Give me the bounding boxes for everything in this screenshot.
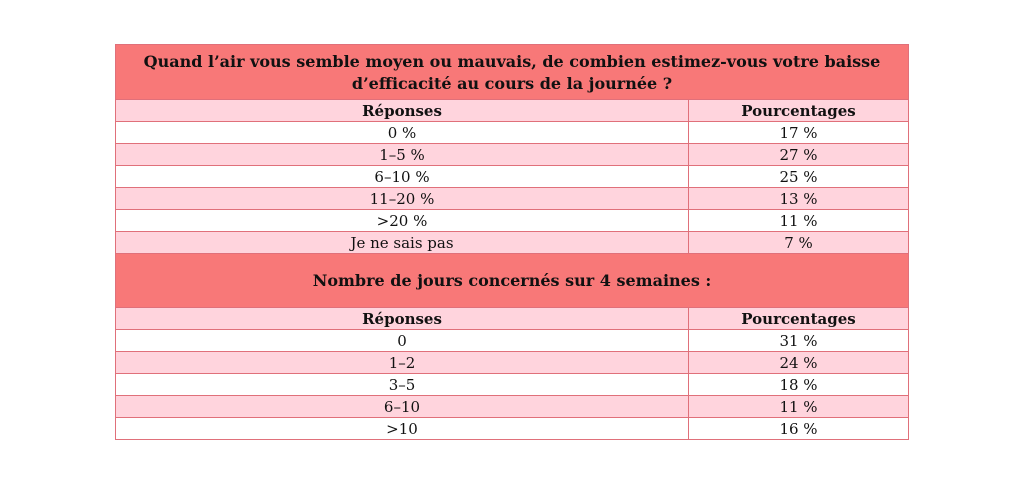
table-row (116, 122, 909, 144)
table-row (116, 188, 909, 210)
percentage-cell: 11 % (689, 396, 909, 418)
column-header-percentages: Pourcentages (689, 100, 909, 122)
answer-cell: 6–10 (116, 396, 689, 418)
section-title: Nombre de jours concernés sur 4 semaines : (116, 254, 909, 308)
column-header-answers: Réponses (116, 308, 689, 330)
answer-cell: >20 % (116, 210, 689, 232)
survey-table (115, 44, 909, 440)
answer-cell: 1–2 (116, 352, 689, 374)
answer-cell: 0 (116, 330, 689, 352)
answer-cell: >10 (116, 418, 689, 440)
answer-cell: 3–5 (116, 374, 689, 396)
percentage-cell: 25 % (689, 166, 909, 188)
table-row (116, 144, 909, 166)
column-header-row (116, 100, 909, 122)
percentage-cell: 7 % (689, 232, 909, 254)
table-row (116, 396, 909, 418)
survey-table-body (116, 45, 909, 440)
section-title-row (116, 254, 909, 308)
percentage-cell: 27 % (689, 144, 909, 166)
percentage-cell: 17 % (689, 122, 909, 144)
table-row (116, 330, 909, 352)
answer-cell: 0 % (116, 122, 689, 144)
percentage-cell: 24 % (689, 352, 909, 374)
percentage-cell: 11 % (689, 210, 909, 232)
answer-cell: Je ne sais pas (116, 232, 689, 254)
table-row (116, 166, 909, 188)
answer-cell: 6–10 % (116, 166, 689, 188)
column-header-row (116, 308, 909, 330)
answer-cell: 11–20 % (116, 188, 689, 210)
table-row (116, 232, 909, 254)
column-header-percentages: Pourcentages (689, 308, 909, 330)
percentage-cell: 18 % (689, 374, 909, 396)
table-row (116, 210, 909, 232)
section-title-row (116, 45, 909, 100)
percentage-cell: 13 % (689, 188, 909, 210)
percentage-cell: 31 % (689, 330, 909, 352)
table-row (116, 352, 909, 374)
answer-cell: 1–5 % (116, 144, 689, 166)
percentage-cell: 16 % (689, 418, 909, 440)
table-row (116, 418, 909, 440)
column-header-answers: Réponses (116, 100, 689, 122)
section-title: Quand l’air vous semble moyen ou mauvais, de combien estimez-vous votre baisse d’efficacité au cours de la journée ? (116, 45, 909, 100)
table-row (116, 374, 909, 396)
